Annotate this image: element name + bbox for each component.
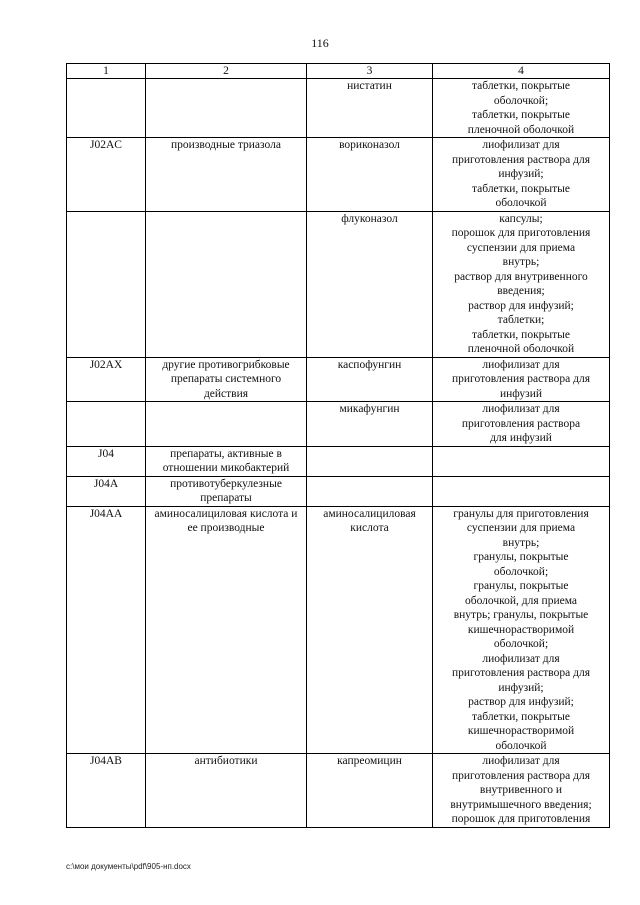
drug-name-cell: аминосалициловая кислота [307, 506, 433, 754]
atc-group-cell: противотуберкулезные препараты [146, 476, 307, 506]
dosage-forms-cell [433, 402, 610, 447]
atc-code-cell [67, 402, 146, 447]
dosage-form-line: оболочкой [495, 197, 547, 209]
header-row [67, 64, 610, 79]
atc-code-cell: J04AA [67, 506, 146, 754]
dosage-form-line: порошок для приготовления [451, 227, 591, 239]
dosage-form-line: суспензии для приема [466, 241, 576, 254]
dosage-form-line: внутрь; [502, 536, 540, 549]
dosage-forms-cell [433, 754, 610, 828]
atc-code-cell: J04 [67, 446, 146, 476]
table-row [67, 402, 610, 447]
drug-table [66, 63, 610, 828]
dosage-form-line: оболочкой; [493, 638, 549, 650]
dosage-forms-cell [433, 357, 610, 402]
dosage-form-line: таблетки, покрытые [471, 328, 571, 341]
dosage-form-line: оболочкой; [493, 565, 549, 578]
dosage-form-line: лиофилизат для [482, 755, 560, 767]
drug-name-cell: вориконазол [307, 138, 433, 212]
atc-code-cell: J04AB [67, 754, 146, 828]
dosage-form-line: лиофилизат для [482, 652, 560, 665]
atc-group-cell: другие противогрибковые препараты системного действия [146, 357, 307, 402]
dosage-form-line: внутривенного и [479, 784, 563, 796]
dosage-forms-cell [433, 138, 610, 212]
dosage-form-line: приготовления раствора [461, 417, 581, 430]
dosage-form-line: приготовления раствора для [452, 153, 590, 166]
dosage-form-line: порошок для приготовления [451, 813, 591, 825]
dosage-form-line: внутримышечного введения; [450, 798, 592, 811]
dosage-form-line: раствор для внутривенного [454, 270, 588, 283]
dosage-form-line: приготовления раствора для [452, 769, 590, 782]
atc-code-cell: J02AC [67, 138, 146, 212]
atc-code-cell [67, 211, 146, 357]
dosage-form-line: гранулы, покрытые [473, 580, 569, 592]
dosage-form-line: капсулы; [499, 212, 543, 225]
table-body [67, 79, 610, 828]
table-row [67, 211, 610, 357]
dosage-forms-cell [433, 79, 610, 138]
dosage-form-line: оболочкой [495, 739, 547, 752]
atc-code-cell: J04A [67, 476, 146, 506]
table-row [67, 754, 610, 828]
dosage-form-line: инфузий [499, 387, 543, 400]
dosage-form-line: приготовления раствора для [452, 667, 590, 679]
drug-name-cell: нистатин [307, 79, 433, 138]
table-row [67, 357, 610, 402]
dosage-form-line: внутрь; [502, 256, 540, 268]
dosage-form-line: введения; [497, 285, 545, 297]
drug-name-cell: капреомицин [307, 754, 433, 828]
dosage-form-line: гранулы, покрытые [473, 551, 569, 563]
dosage-form-line: раствор для инфузий; [468, 696, 574, 708]
drug-name-cell: микафунгин [307, 402, 433, 447]
dosage-form-line: таблетки, покрытые [471, 109, 571, 121]
drug-name-cell: каспофунгин [307, 357, 433, 402]
dosage-form-line: таблетки, покрытые [471, 182, 571, 195]
atc-group-cell [146, 79, 307, 138]
header-col-3: 3 [307, 64, 433, 79]
dosage-form-line: внутрь; гранулы, покрытые [453, 609, 589, 621]
dosage-form-line: суспензии для приема [466, 522, 576, 534]
dosage-form-line: инфузий; [498, 168, 544, 180]
dosage-forms-cell [433, 446, 610, 476]
atc-group-cell [146, 402, 307, 447]
atc-group-cell: производные триазола [146, 138, 307, 212]
dosage-form-line: пленочной оболочкой [467, 343, 575, 355]
dosage-form-line: пленочной оболочкой [467, 123, 575, 136]
atc-group-cell [146, 211, 307, 357]
dosage-form-line: раствор для инфузий; [468, 299, 574, 312]
dosage-form-line: таблетки, покрытые [471, 80, 571, 92]
header-col-1: 1 [67, 64, 146, 79]
drug-name-cell [307, 446, 433, 476]
dosage-forms-cell [433, 476, 610, 506]
dosage-form-line: гранулы для приготовления [453, 507, 589, 520]
page-number: 116 [311, 36, 329, 50]
dosage-form-line: оболочкой; [493, 94, 549, 107]
dosage-form-line: для инфузий [490, 432, 552, 444]
dosage-form-line: кишечнорастворимой [467, 725, 575, 737]
dosage-form-line: таблетки; [497, 314, 545, 326]
drug-name-cell [307, 476, 433, 506]
dosage-forms-cell [433, 506, 610, 754]
dosage-form-line: кишечнорастворимой [467, 623, 575, 636]
table-row [67, 506, 610, 754]
header-col-2: 2 [146, 64, 307, 79]
dosage-form-line: лиофилизат для [482, 139, 560, 151]
atc-group-cell: препараты, активные в отношении микобактерий [146, 446, 307, 476]
table-row [67, 138, 610, 212]
drug-name-cell: флуконазол [307, 211, 433, 357]
atc-group-cell: аминосалициловая кислота и ее производные [146, 506, 307, 754]
header-col-4: 4 [433, 64, 610, 79]
dosage-form-line: инфузий; [498, 681, 544, 694]
dosage-forms-cell [433, 211, 610, 357]
table-row [67, 446, 610, 476]
dosage-form-line: приготовления раствора для [452, 373, 590, 385]
table-row [67, 476, 610, 506]
file-path-footer: c:\мои документы\pdf\905-нп.docx [66, 862, 191, 871]
dosage-form-line: лиофилизат для [482, 358, 560, 371]
dosage-form-line: оболочкой, для приема [464, 594, 578, 607]
table-row [67, 79, 610, 138]
dosage-form-line: лиофилизат для [482, 403, 560, 415]
atc-code-cell: J02AX [67, 357, 146, 402]
atc-group-cell: антибиотики [146, 754, 307, 828]
atc-code-cell [67, 79, 146, 138]
dosage-form-line: таблетки, покрытые [471, 710, 571, 723]
